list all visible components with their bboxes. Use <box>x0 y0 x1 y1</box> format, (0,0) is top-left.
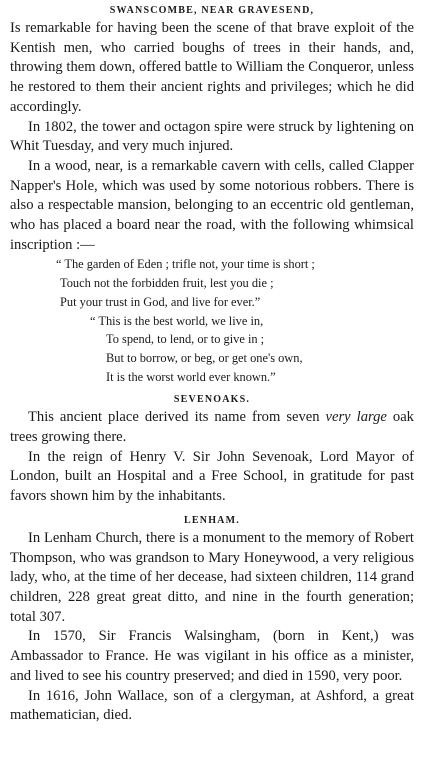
verse-line: “ This is the best world, we live in, <box>90 313 264 328</box>
inscription-verse-2 <box>10 312 414 387</box>
paragraph-text: This ancient place derived its name from seven <box>28 409 326 426</box>
verse-line: It is the worst world ever known.” <box>106 369 276 384</box>
verse-line: Touch not the forbidden fruit, lest you die ; <box>60 276 274 291</box>
verse-line: Put your trust in God, and live for ever.” <box>60 294 261 309</box>
section-heading-lenham: LENHAM. <box>184 514 240 526</box>
section-heading-sevenoaks: SEVENOAKS. <box>173 394 251 406</box>
paragraph-lenham-1: In Lenham Church, there is a monument to the memory of Robert Thompson, who was grandson to Mary Honeywood, a very religious lady, who, at the time of her decease, had sixteen children, 114 grand children, 228 great great ditto, and nine in the fourth generation; total 307. <box>10 529 414 625</box>
verse-line: But to borrow, or beg, or get one's own, <box>106 350 303 365</box>
paragraph-sevenoaks-2: In the reign of Henry V. Sir John Sevenoak, Lord Mayor of London, built an Hospital and a Free School, in gratitude for past favors shown him by the inhabitants. <box>10 448 414 505</box>
paragraph-swanscombe-2: In 1802, the tower and octagon spire were struck by lightening on Whit Tuesday, and very much injured. <box>10 118 414 155</box>
verse-line: To spend, to lend, or to give in ; <box>106 332 265 347</box>
italic-text: very large <box>325 409 387 426</box>
paragraph-lenham-2: In 1570, Sir Francis Walsingham, (born in Kent,) was Ambassador to France. He was vigilant in his office as a minister, and lived to see his country preserved; and died in 1590, very poor. <box>10 628 414 684</box>
inscription-verse-1 <box>10 255 414 311</box>
paragraph-swanscombe-3: In a wood, near, is a remarkable cavern with cells, called Clapper Napper's Hole, which was used by some notorious robbers. There is also a respectable mansion, belonging to an eccentric old gentleman, who has placed a board near the road, with the following whimsical inscription :— <box>10 157 414 253</box>
paragraph-lenham-3: In 1616, John Wallace, son of a clergyman, at Ashford, a great mathematician, died. <box>10 687 414 724</box>
paragraph-text: oak trees growing there. <box>10 409 414 446</box>
paragraph-swanscombe-1: Is remarkable for having been the scene of that brave exploit of the Kentish men, who carried boughs of trees in their hands, and, throwing them down, offered battle to William the Conqueror, unless he restored to them their ancient rights and privileges; which he did accordingly. <box>10 20 414 115</box>
verse-line: “ The garden of Eden ; trifle not, your time is short ; <box>56 257 315 272</box>
paragraph-sevenoaks-1 <box>10 408 414 447</box>
section-heading-swanscombe: SWANSCOMBE, NEAR GRAVESEND, <box>109 5 315 16</box>
